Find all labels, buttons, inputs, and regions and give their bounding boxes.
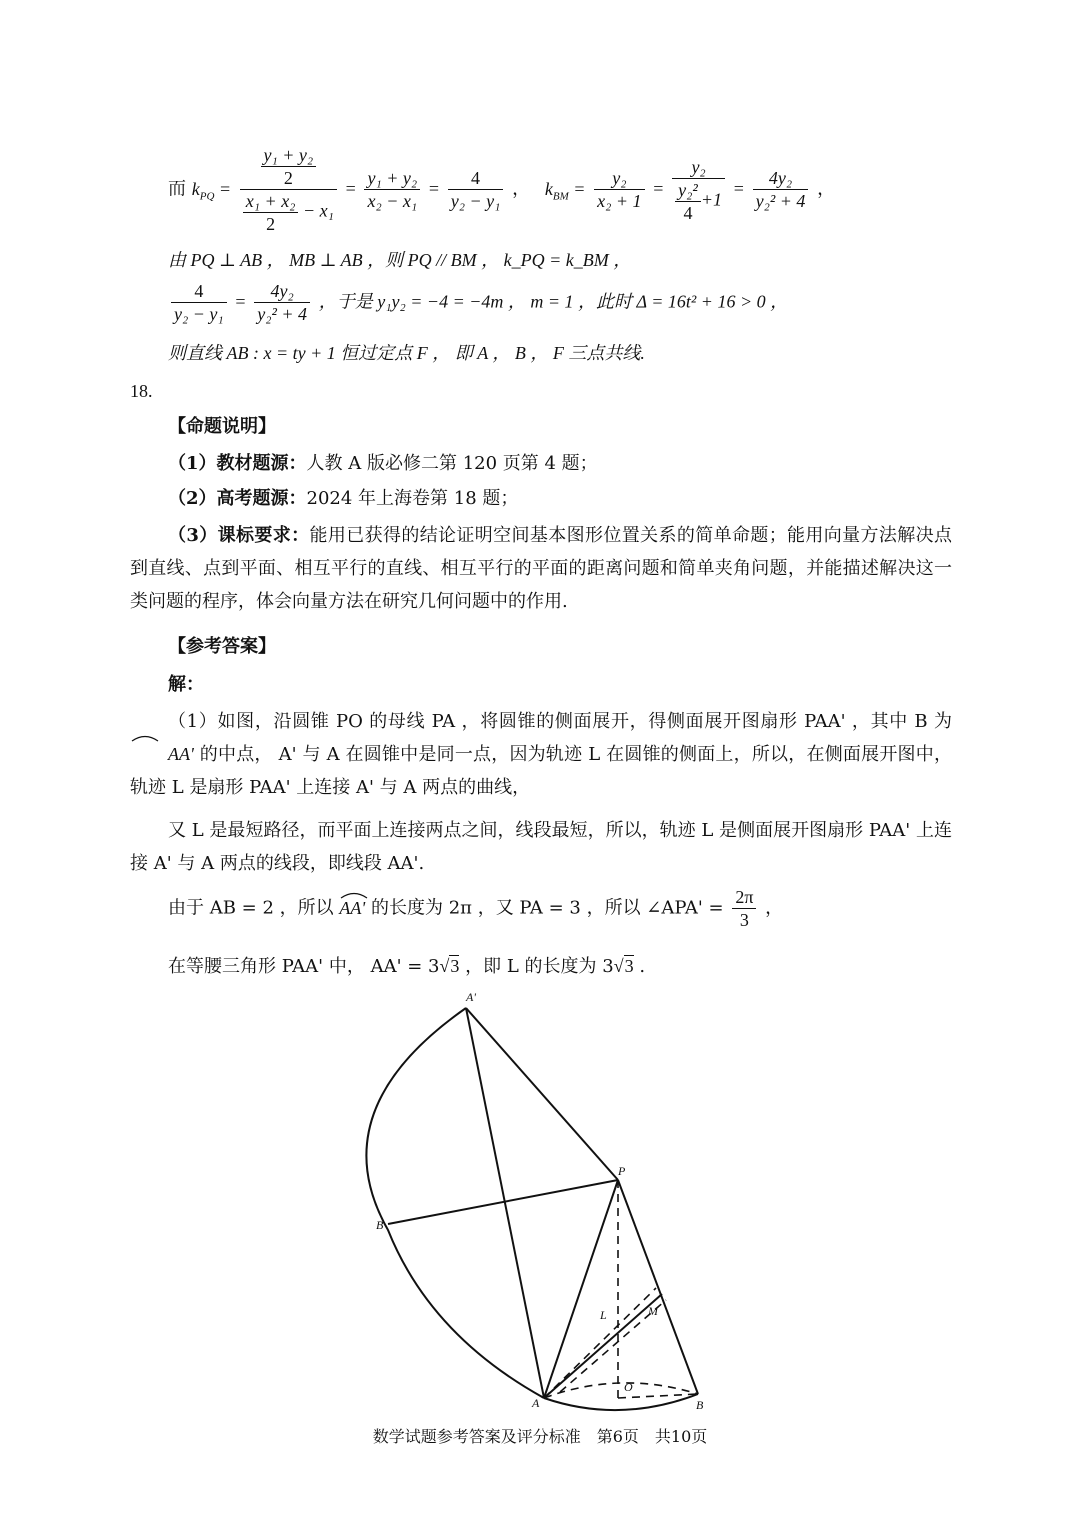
kpq-den-minus: − x₁ xyxy=(302,200,334,221)
kbm-fraction-3 xyxy=(753,167,809,212)
fig-label-a-prime: A' xyxy=(466,990,476,1004)
curve-l-dashed-upper xyxy=(544,1288,656,1398)
kbm-num: y₂ xyxy=(594,167,644,190)
eq3-den: y₂ − y₁ xyxy=(450,191,501,211)
kbm-symbol: $k_{BM}$ = xyxy=(544,178,586,203)
solution-p3-a: 由于 AB = 2 ，所以 xyxy=(168,897,334,919)
line3-text: ，于是 y₁y₂ = −4 = −4m ， m = 1 ，此时 Δ = 16t² + 16 > 0 ， xyxy=(318,291,789,312)
section-cankao: 【参考答案】 xyxy=(168,636,276,657)
arc-aa-prime-1 xyxy=(130,738,194,771)
solution-paragraph-2: 又 L 是最短路径，而平面上连接两点之间，线段最短，所以，轨迹 L 是侧面展开图扇形 PAA' 上连接 A' 与 A 两点的线段，即线段 AA'. xyxy=(130,820,952,874)
fig-label-b-left: B xyxy=(376,1218,384,1232)
solution-paragraph-3 xyxy=(168,886,783,931)
angle-num: 2π xyxy=(732,886,756,909)
fig-label-a: A xyxy=(532,1396,540,1410)
item-3-label: （3）课标要求： xyxy=(168,525,310,546)
eq2-den: x₂ − x₁ xyxy=(367,191,418,211)
fig-label-o: O xyxy=(624,1380,633,1394)
sqrt-2: 3 xyxy=(624,956,634,976)
eq-line3-frac-right xyxy=(254,280,310,325)
solution-p3-b: 的长度为 2π ，又 PA = 3 ，所以 ∠APA' = xyxy=(370,897,724,919)
sqrt-1: 3 xyxy=(450,956,460,976)
arc-label-1: AA' xyxy=(168,744,194,764)
segment-b-p xyxy=(388,1180,618,1224)
kpq-symbol: $k_{PQ}$ = xyxy=(191,178,232,203)
arc-aa-prime-2 xyxy=(339,895,365,921)
fig-label-b-right: B xyxy=(696,1398,704,1412)
kbm-fraction-1 xyxy=(594,167,644,212)
sector-arc xyxy=(366,1008,544,1398)
solution-p1-cont: 的中点， A' 与 A 在圆锥中是同一点，因为轨迹 L 在圆锥的侧面上，所以，在侧面展开图中，轨迹 L 是扇形 PAA' 上连接 A' 与 A 两点的曲线， xyxy=(130,744,952,798)
eq3-num-repeat: 4 xyxy=(171,280,227,303)
base-ellipse-front xyxy=(544,1394,698,1410)
fig-label-m: M xyxy=(648,1304,658,1318)
kbm3-den: y₂² + 4 xyxy=(755,191,806,211)
kpq-den-two: 2 xyxy=(266,214,276,234)
page-footer: 数学试题参考答案及评分标准 第6页 共10页 xyxy=(372,1427,708,1446)
item-2-text: 2024 年上海卷第 18 题； xyxy=(306,488,519,509)
collinear-conclusion: 则直线 AB : x = ty + 1 恒过定点 F ， 即 A ， B ， F 三点共线. xyxy=(168,343,645,363)
base-ellipse-back xyxy=(544,1383,698,1398)
segment-p-b-cone xyxy=(618,1180,698,1394)
solution-paragraph-1 xyxy=(130,705,952,804)
fig-label-p: P xyxy=(618,1164,626,1178)
section-ming-ti: 【命题说明】 xyxy=(168,416,276,437)
kbm2-den-c: +1 xyxy=(700,189,722,210)
arc-mark-icon xyxy=(130,732,160,742)
item-3-text: 能用已获得的结论证明空间基本图形位置关系的简单命题；能用向量方法解决点到直线、点到平面、相互平行的直线、相互平行的平面的距离问题和简单夹角问题，并能描述解决这一类问题的程序，体会向量方法在研究几何问题中的作用. xyxy=(130,525,953,612)
kpq-fraction-2 xyxy=(364,167,420,212)
arc-label-2: AA' xyxy=(339,897,366,918)
kbm-den: x₂ + 1 xyxy=(597,191,642,211)
angle-den: 3 xyxy=(739,910,749,930)
segment-p-a xyxy=(544,1180,618,1398)
fig-label-l: L xyxy=(600,1308,607,1322)
solution-p4-end: . xyxy=(639,956,646,977)
kpq-fraction-3 xyxy=(448,167,504,212)
eq-line3-frac-left xyxy=(171,280,227,325)
segment-a-prime-p xyxy=(466,1008,618,1180)
kbm3-num: 4y₂ xyxy=(753,167,809,190)
kpq-prefix: 而 xyxy=(168,178,186,200)
item-2-label: （2）高考题源： xyxy=(168,488,307,509)
eq3-num: 4 xyxy=(448,167,504,190)
kpq-equation-line: 而 $k_{PQ}$ = $\frac{\text{y₁ + y₂}}{2}$ $\frac{\text{x₁ + x₂}}{2}$ − x₁ = $\frac{\text{y₁ + y₂}}{\text{x₂ − x₁}}$ = $\frac{4}{\text{y₂ − y₁}}$ ， $k_{BM}$ = $\frac{\text{y₂}}{\text{x₂ + 1}}$ = y₂ $\frac{\text{y₂²}}{4}$ +1 = $\frac{\text{4y₂}}{\text{y₂² + 4}}$ ， xyxy=(168,145,836,234)
solution-p4-a: 在等腰三角形 PAA' 中， AA' = 3 xyxy=(168,956,440,977)
kbm2-den-a: y₂² xyxy=(675,179,701,202)
kbm2-num: y₂ xyxy=(672,156,725,179)
solution-p3-end: ， xyxy=(765,897,784,919)
kpq-den-num: x₁ + x₂ xyxy=(243,190,299,213)
kbm-fraction-2 xyxy=(672,156,725,224)
arc-mark-icon xyxy=(339,889,369,899)
angle-fraction xyxy=(732,886,756,931)
question-number: 18. xyxy=(130,381,153,401)
solution-p1: （1）如图，沿圆锥 PO 的母线 PA ，将圆锥的侧面展开，得侧面展开图扇形 PAA' ，其中 B 为 xyxy=(168,711,952,732)
kbm3-num-repeat: 4y₂ xyxy=(254,280,310,303)
equality-line: $\frac{4}{\text{y₂ − y₁}}$ = $\frac{\text{4y₂}}{\text{y₂² + 4}}$ ，于是 y₁y₂ = −4 = −4m ， m = 1 ，此时 Δ = 16t² + 16 > 0 ， xyxy=(168,280,788,325)
item-3 xyxy=(130,519,952,618)
kpq-inner-num: y₁ + y₂ xyxy=(261,144,317,167)
kbm3-den-repeat: y₂² + 4 xyxy=(257,304,308,324)
segment-a-prime-a xyxy=(466,1008,544,1398)
eq3-den-repeat: y₂ − y₁ xyxy=(174,304,224,324)
solution-paragraph-4: 在等腰三角形 PAA' 中， AA' = 3√3 ，即 L 的长度为 3√3 . xyxy=(168,956,646,977)
kbm2-den-b: 4 xyxy=(683,202,693,223)
item-1-label: （1）教材题源： xyxy=(168,453,307,474)
jie-label: 解： xyxy=(168,674,204,695)
solution-p4-b: ，即 L 的长度为 3 xyxy=(465,956,614,977)
kpq-inner-den: 2 xyxy=(283,168,293,188)
item-2 xyxy=(168,486,518,512)
item-1 xyxy=(168,451,598,477)
perpendicular-line: 由 PQ ⊥ AB ， MB ⊥ AB ，则 PQ // BM ， k_PQ = k_BM ， xyxy=(168,250,632,270)
eq2-num: y₁ + y₂ xyxy=(364,167,420,190)
kpq-big-fraction xyxy=(240,144,337,235)
item-1-text: 人教 A 版必修二第 120 页第 4 题； xyxy=(306,453,598,474)
